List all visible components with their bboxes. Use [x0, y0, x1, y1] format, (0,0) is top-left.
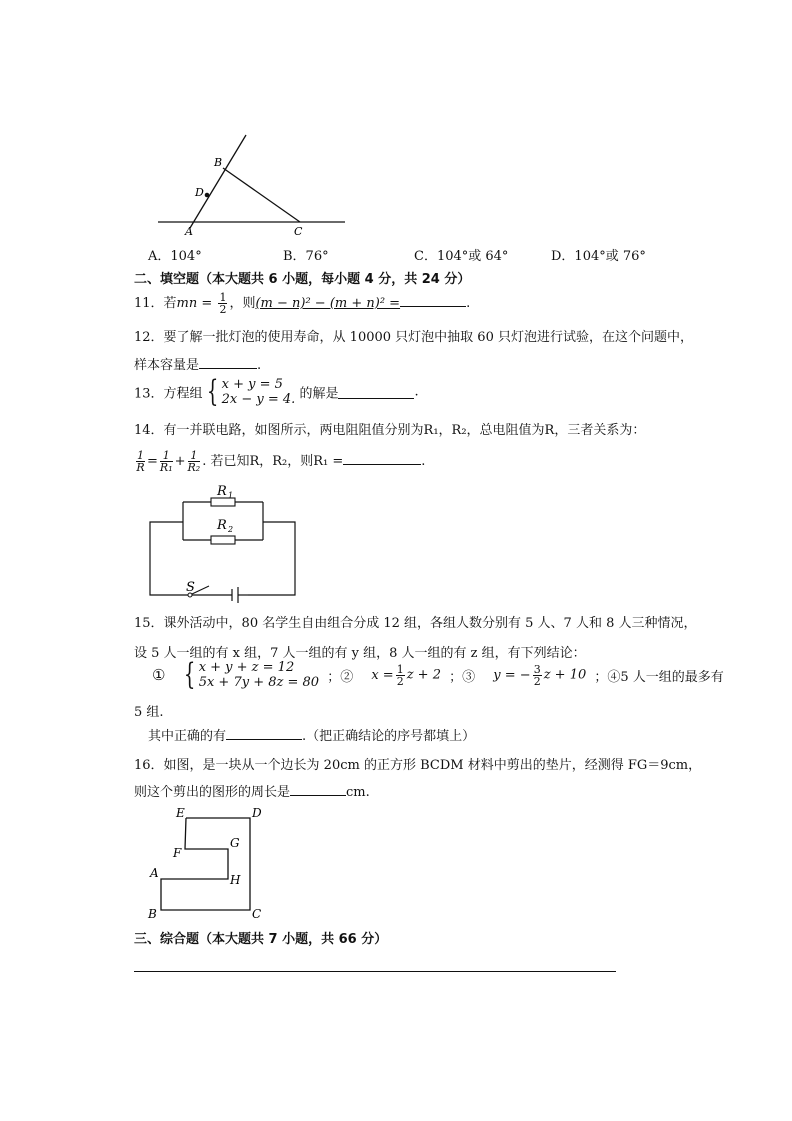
- shape-figure: [145, 802, 275, 924]
- choice-a: A．104°: [148, 249, 202, 264]
- r2-subscript: 2: [228, 525, 234, 534]
- label-b: B: [148, 907, 157, 921]
- divider: [134, 971, 616, 972]
- question-15-line2: 设 5 人一组的有 x 组，7 人一组的有 y 组，8 人一组的有 z 组，有下列结论：: [134, 646, 586, 661]
- question-13: 13．方程组 { x + y = 5 2x − y = 4. 的解是 .: [134, 374, 419, 409]
- label-a: A: [185, 225, 193, 238]
- r1-label: R: [217, 484, 227, 499]
- label-d: D: [252, 806, 262, 820]
- triangle-figure: [150, 125, 360, 240]
- question-12-line2: 样本容量是 .: [134, 358, 262, 373]
- label-b: B: [214, 156, 223, 169]
- switch-label: S: [186, 580, 195, 595]
- choice-c: C．104°或 64°: [414, 249, 509, 264]
- question-12-line1: 12．要了解一批灯泡的使用寿命，从 10000 只灯泡中抽取 60 只灯泡进行试验，在这个问题中，: [134, 330, 693, 345]
- question-11: 11．若mn = $\frac{1}{2}$ ，则(m − n)² − (m + n)² = .: [134, 291, 471, 316]
- circuit-figure: [145, 480, 305, 605]
- label-f: F: [173, 846, 182, 860]
- label-d: D: [195, 186, 204, 199]
- question-16-line1: 16．如图，是一块从一个边长为 20cm 的正方形 BCDM 材料中剪出的垫片，经测得 FG＝9cm，: [134, 758, 702, 773]
- answer-blank-11[interactable]: [400, 294, 466, 307]
- answer-blank-13[interactable]: [338, 386, 414, 399]
- label-c: C: [294, 225, 303, 238]
- label-e: E: [176, 806, 185, 820]
- question-15-line1: 15．课外活动中，80 名学生自由组合分成 12 组，各组人数分别有 5 人、7 人和 8 人三种情况，: [134, 616, 697, 631]
- choice-b: B．76°: [283, 249, 329, 264]
- r1-subscript: 1: [228, 491, 234, 500]
- label-a: A: [150, 866, 159, 880]
- label-c: C: [252, 907, 262, 921]
- answer-blank-12[interactable]: [199, 356, 257, 369]
- label-g: G: [230, 836, 240, 850]
- r2-label: R: [217, 518, 227, 533]
- question-15-conclusions: ① { x + y + z = 12 5x + 7y + 8z = 80 ；② x = $\frac{1}{2}$ z + 2 ；③ y = − $\frac{3}{2}$ z + 10 ；④5 人一组的最多有: [152, 657, 724, 692]
- section-heading-2: 二、填空题（本大题共 6 小题，每小题 4 分，共 24 分）: [134, 272, 471, 287]
- answer-blank-16[interactable]: [290, 783, 346, 796]
- question-14-line2: $\frac{1}{R}$ = $\frac{1}{\text{R₁}}$ + $\frac{1}{\text{R₂}}$ . 若已知R，R₂，则R₁ = .: [136, 449, 426, 474]
- question-15-line4: 5 组.: [134, 705, 164, 720]
- section-heading-3: 三、综合题（本大题共 7 小题，共 66 分）: [134, 932, 388, 947]
- label-h: H: [230, 873, 241, 887]
- answer-blank-15[interactable]: [226, 727, 302, 740]
- question-15-line5: 其中正确的有 .（把正确结论的序号都填上）: [148, 729, 476, 744]
- choice-d: D．104°或 76°: [551, 249, 646, 264]
- question-14-line1: 14．有一并联电路，如图所示，两电阻阻值分别为R₁，R₂，总电阻值为R，三者关系为：: [134, 423, 646, 438]
- answer-blank-14[interactable]: [343, 452, 421, 465]
- question-16-line2: 则这个剪出的图形的周长是 cm.: [134, 785, 370, 800]
